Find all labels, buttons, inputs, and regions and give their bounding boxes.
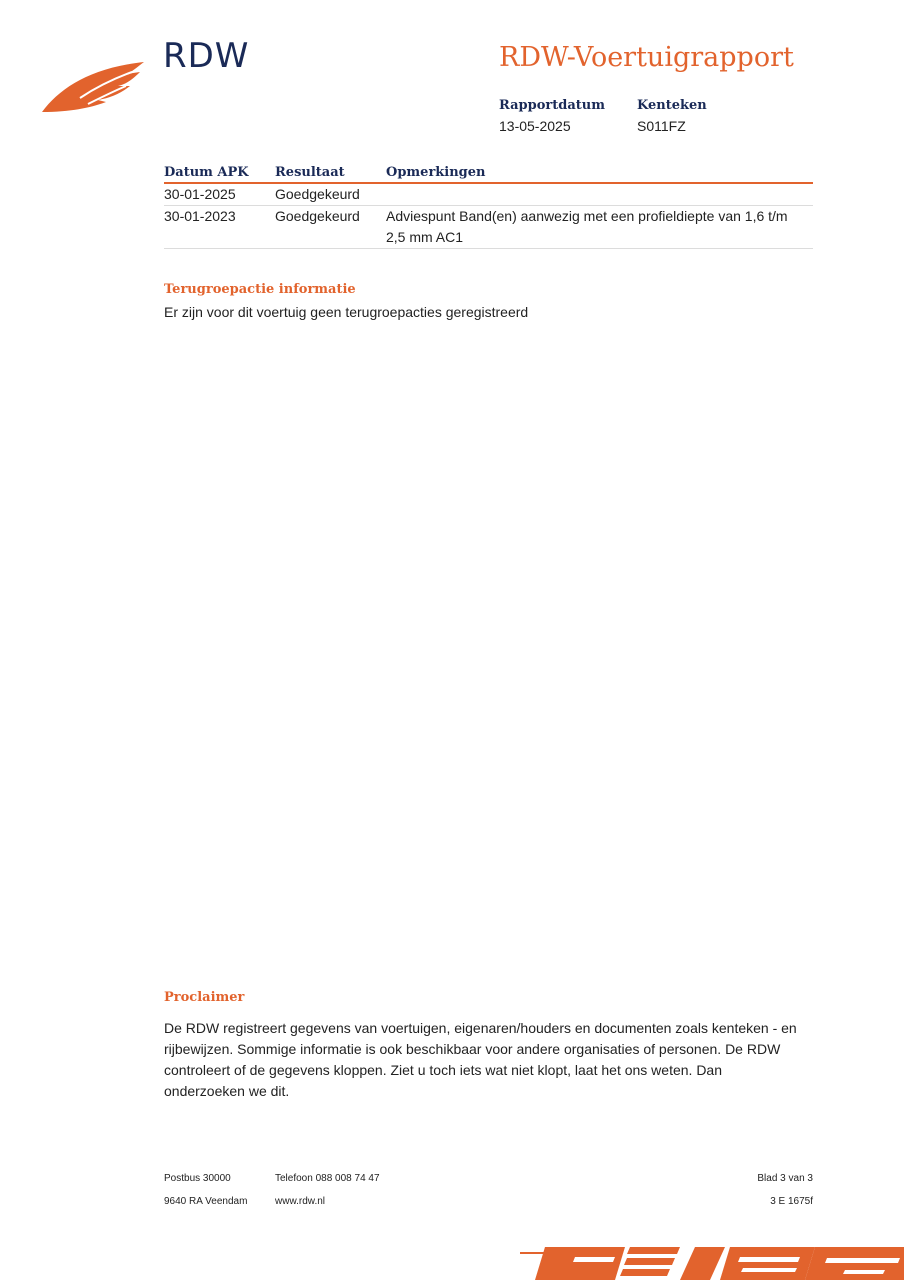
apk-table bbox=[164, 158, 813, 249]
report-date-value: 13-05-2025 bbox=[499, 118, 571, 134]
cell-remarks bbox=[386, 184, 813, 205]
page-title: RDW-Voertuigrapport bbox=[499, 42, 794, 73]
column-header-result: Resultaat bbox=[275, 165, 345, 180]
footer-website[interactable]: www.rdw.nl bbox=[275, 1196, 326, 1207]
report-date-label: Rapportdatum bbox=[499, 98, 605, 113]
proclaimer-text: De RDW registreert gegevens van voertuigen, eigenaren/houders en documenten zoals kenteken - en rijbewijzen. Sommige informatie is ook beschikbaar voor andere organisaties of personen. De RDW controleert of de gegevens kloppen. Ziet u toch iets wat niet klopt, laat het ons weten. Dan onderzoeken we dit. bbox=[164, 1020, 797, 1099]
proclaimer-title: Proclaimer bbox=[164, 990, 245, 1005]
column-header-date: Datum APK bbox=[164, 165, 249, 180]
plate-label: Kenteken bbox=[637, 98, 707, 113]
footer-city: 9640 RA Veendam bbox=[164, 1196, 248, 1207]
recall-title: Terugroepactie informatie bbox=[164, 282, 356, 297]
column-header-remarks: Opmerkingen bbox=[386, 165, 486, 180]
cell-date: 30-01-2023 bbox=[164, 208, 236, 224]
cell-date: 30-01-2025 bbox=[164, 186, 236, 202]
cell-remarks: Adviespunt Band(en) aanwezig met een profieldiepte van 1,6 t/m 2,5 mm AC1 bbox=[386, 208, 788, 245]
table-row bbox=[164, 184, 813, 206]
footer-page-number: Blad 3 van 3 bbox=[757, 1173, 813, 1184]
footer-document-code: 3 E 1675f bbox=[770, 1196, 813, 1207]
logo-text: RDW bbox=[163, 36, 250, 76]
plate-value: S011FZ bbox=[637, 118, 686, 134]
decorative-stripes-icon bbox=[515, 1244, 904, 1280]
footer-postbus: Postbus 30000 bbox=[164, 1173, 231, 1184]
footer-phone: Telefoon 088 008 74 47 bbox=[275, 1173, 380, 1184]
rdw-logo-icon bbox=[40, 58, 148, 114]
recall-text: Er zijn voor dit voertuig geen terugroepacties geregistreerd bbox=[164, 304, 529, 320]
table-row bbox=[164, 206, 813, 249]
cell-result: Goedgekeurd bbox=[275, 186, 360, 202]
cell-result: Goedgekeurd bbox=[275, 208, 360, 224]
table-header bbox=[164, 158, 813, 184]
